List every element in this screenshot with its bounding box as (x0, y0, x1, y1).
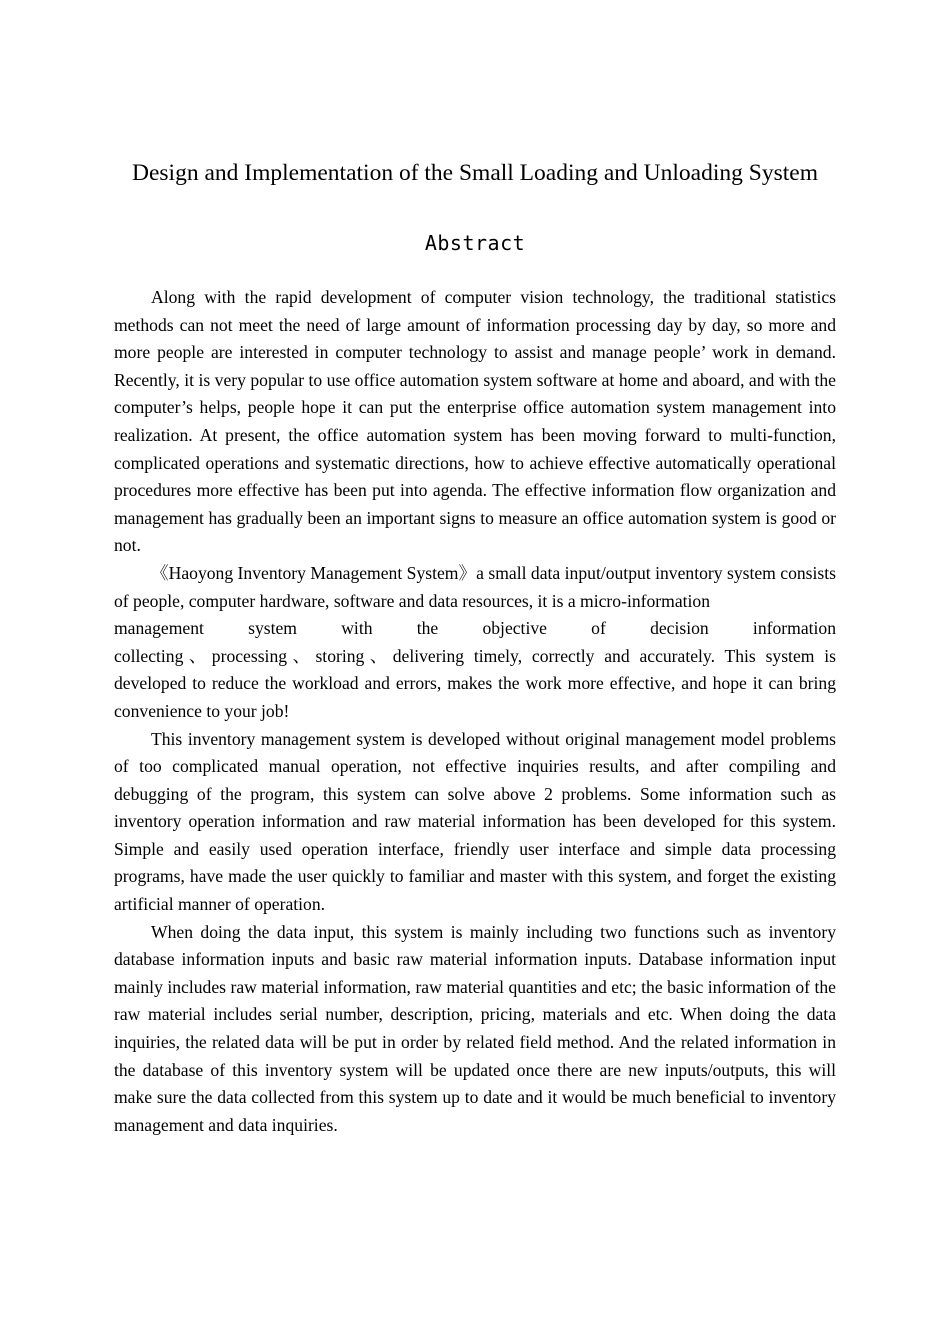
abstract-paragraph-4: When doing the data input, this system is mainly including two functions such as inventory database information inputs and basic raw material information inputs. Database information input mainly includes raw material information, raw material quantities and etc; the basic information of the raw material includes serial number, description, pricing, materials and etc. When doing the data inquiries, the related data will be put in order by related field method. And the related information in the database of this inventory system will be updated once there are new inputs/outputs, this will make sure the data collected from this system up to date and it would be much beneficial to inventory management and data inquiries. (114, 921, 836, 1135)
abstract-body (114, 284, 836, 1139)
document-title: Design and Implementation of the Small Loading and Unloading System (132, 160, 818, 186)
abstract-paragraph-2 (114, 560, 836, 726)
abstract-paragraph-2-part-1: 《Haoyong Inventory Management System》a small data input/output inventory system consists of people, computer hardware, software and data resources, it is a micro-information (114, 562, 836, 611)
abstract-paragraph-2-part-3: collecting、processing、storing、delivering timely, correctly and accurately. This system is developed to reduce the workload and errors, makes the work more effective, and hope it can bring convenience to your job! (114, 645, 836, 721)
abstract-paragraph-1: Along with the rapid development of computer vision technology, the traditional statistics methods can not meet the need of large amount of information processing day by day, so more and more people are interested in computer technology to assist and manage people’ work in demand. Recently, it is very popular to use office automation system software at home and aboard, and with the computer’s helps, people hope it can put the enterprise office automation system management into realization. At present, the office automation system has been moving forward to multi-function, complicated operations and systematic directions, how to achieve effective automatically operational procedures more effective has been put into agenda. The effective information flow organization and management has gradually been an important signs to measure an office automation system is good or not. (114, 287, 836, 556)
abstract-heading: Abstract (424, 231, 526, 255)
abstract-paragraph-2-part-2: management system with the objective of decision information (114, 618, 836, 639)
abstract-paragraph-3: This inventory management system is developed without original management model problems of too complicated manual operation, not effective inquiries results, and after compiling and debugging of the program, this system can solve above 2 problems. Some information such as inventory operation information and raw material information has been developed for this system. Simple and easily used operation interface, friendly user interface and simple data processing programs, have made the user quickly to familiar and master with this system, and forget the existing artificial manner of operation. (114, 728, 836, 915)
